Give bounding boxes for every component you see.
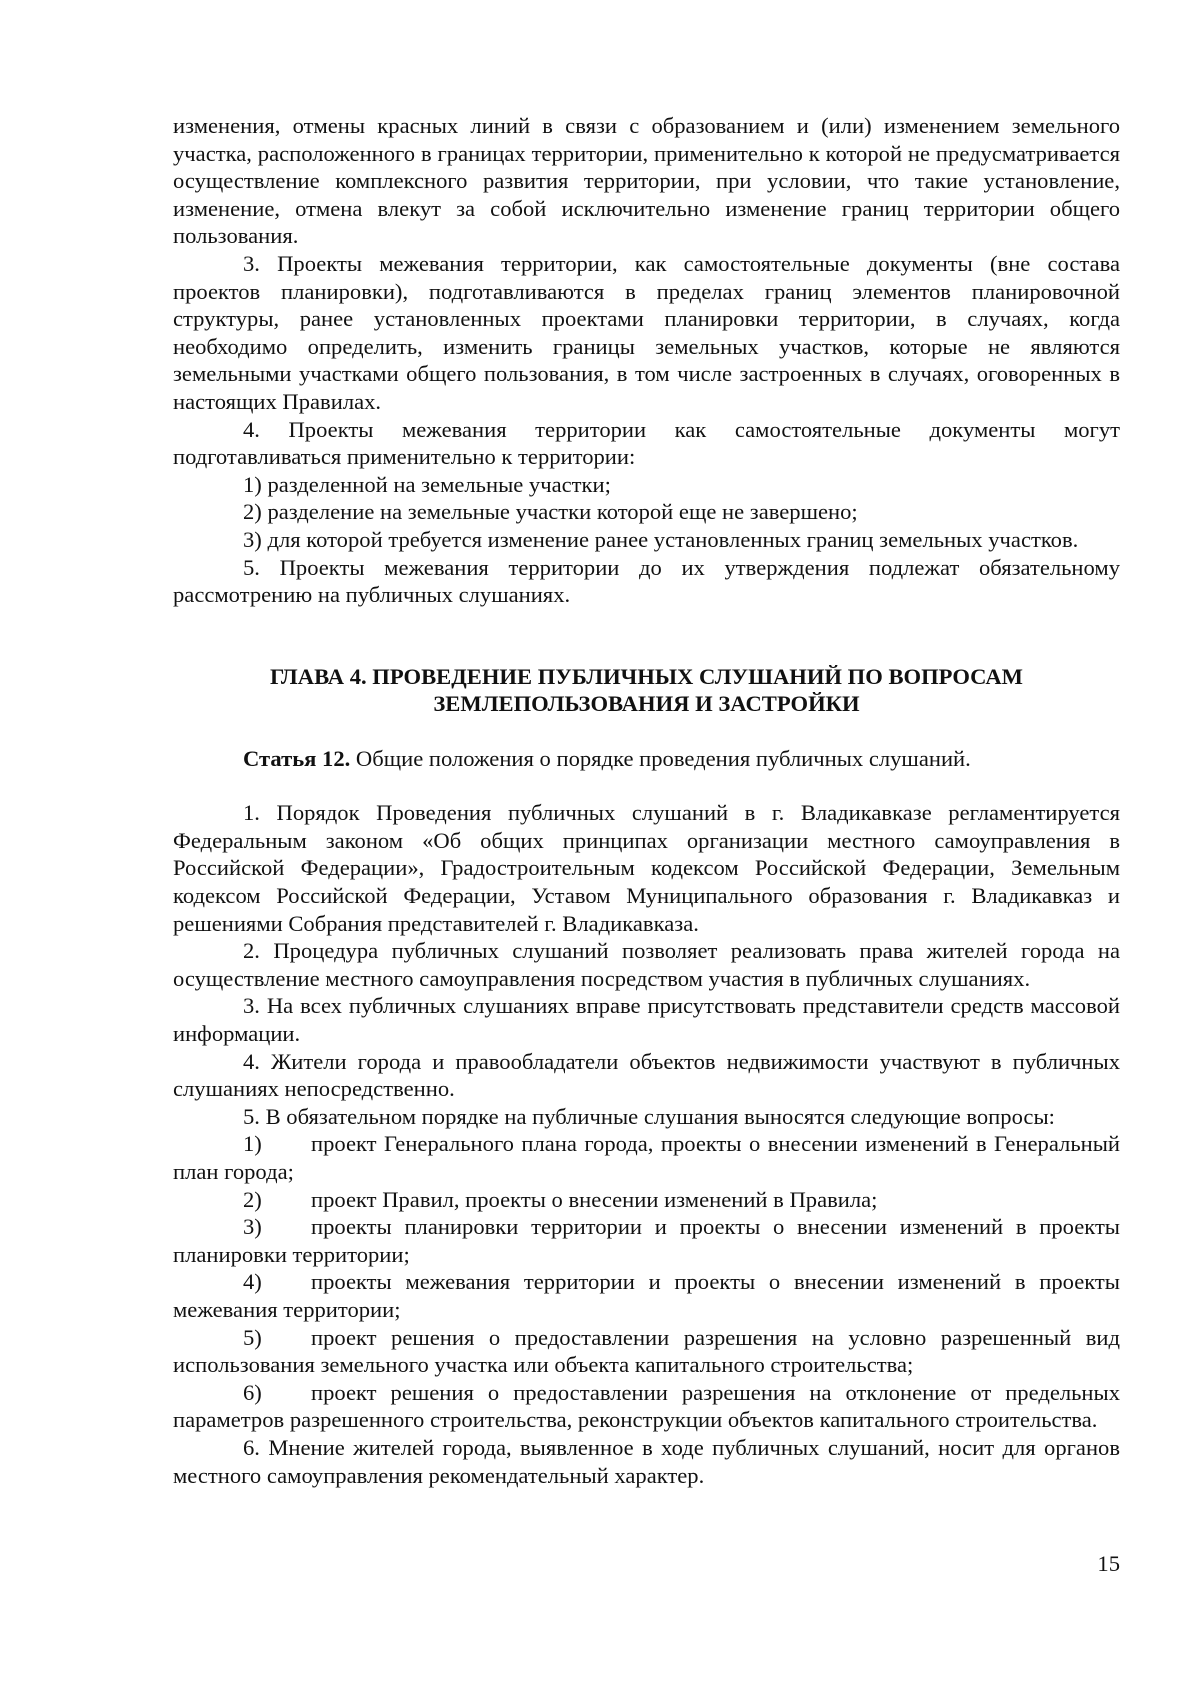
chapter-title-line-2: ЗЕМЛЕПОЛЬЗОВАНИЯ И ЗАСТРОЙКИ [433, 690, 860, 716]
list-item-number: 3) [243, 1214, 262, 1240]
document-page [173, 112, 1120, 1489]
list-item-text: проект Правил, проекты о внесении изменений в Правила; [311, 1186, 878, 1212]
list-item [173, 1186, 1120, 1214]
article-paragraph-6: 6. Мнение жителей города, выявленное в ходе публичных слушаний, носит для органов местного самоуправления рекомендательный характер. [173, 1434, 1120, 1488]
list-item-text: проект Генерального плана города, проекты о внесении изменений в Генеральный план города; [173, 1131, 1120, 1184]
article-paragraph-2: 2. Процедура публичных слушаний позволяет реализовать права жителей города на осуществление местного самоуправления посредством участия в публичных слушаниях. [173, 938, 1120, 991]
list-item [173, 1268, 1120, 1323]
list-item [173, 1379, 1120, 1434]
list-item [173, 1324, 1120, 1379]
paragraph-continuation: изменения, отмены красных линий в связи с образованием и (или) изменением земельного участка, расположенного в границах территории, применительно к которой не предусматривается осуществление комплексного развития территории, при условии, что такие установление, изменение, отмена влекут за собой исключительно изменение границ территории общего пользования. [173, 113, 1120, 249]
subitem-1: 1) разделенной на земельные участки; [243, 471, 611, 497]
article-label: Статья 12. [243, 745, 351, 771]
article-heading [173, 745, 1120, 773]
spacer [173, 772, 1120, 799]
list-item-number: 1) [243, 1131, 262, 1157]
list-item [173, 1130, 1120, 1185]
list-item-text: проекты межевания территории и проекты о внесении изменений в проекты межевания территории; [173, 1269, 1120, 1322]
paragraph-item-4: 4. Проекты межевания территории как самостоятельные документы могут подготавливаться применительно к территории: [173, 416, 1120, 470]
list-item-number: 4) [243, 1269, 262, 1295]
article-paragraph-4: 4. Жители города и правообладатели объектов недвижимости участвуют в публичных слушаниях непосредственно. [173, 1048, 1120, 1102]
page-number: 15 [1097, 1551, 1120, 1576]
subitem-2: 2) разделение на земельные участки которой еще не завершено; [243, 499, 858, 525]
list-item-number: 5) [243, 1324, 262, 1350]
paragraph-item-3: 3. Проекты межевания территории, как самостоятельные документы (вне состава проектов планировки), подготавливаются в пределах границ элементов планировочной структуры, ранее установленных проектами планировки территории, в случаях, когда необходимо определить, изменить границы земельных участков, которые не являются земельными участками общего пользования, в том числе застроенных в случаях, оговоренных в настоящих Правилах. [173, 250, 1120, 414]
list-item-number: 2) [243, 1186, 262, 1212]
article-paragraph-5: 5. В обязательном порядке на публичные слушания выносятся следующие вопросы: [243, 1103, 1055, 1129]
spacer [173, 609, 1120, 663]
list-item [173, 1213, 1120, 1268]
list-item-number: 6) [243, 1379, 262, 1405]
article-paragraph-3: 3. На всех публичных слушаниях вправе присутствовать представители средств массовой информации. [173, 993, 1120, 1047]
list-item-text: проект решения о предоставлении разрешения на отклонение от предельных параметров разрешенного строительства, реконструкции объектов капитального строительства. [173, 1379, 1120, 1433]
list-item-text: проект решения о предоставлении разрешения на условно разрешенный вид использования земельного участка или объекта капитального строительства; [173, 1324, 1120, 1378]
article-paragraph-1: 1. Порядок Проведения публичных слушаний в г. Владикавказе регламентируется Федеральным законом «Об общих принципах организации местного самоуправления в Российской Федерации», Градостроительным кодексом Российской Федерации, Земельным кодексом Российской Федерации, Уставом Муниципального образования г. Владикавказ и решениями Собрания представителей г. Владикавказа. [173, 800, 1120, 936]
article-title: Общие положения о порядке проведения публичных слушаний. [350, 745, 971, 771]
list-item-text: проекты планировки территории и проекты о внесении изменений в проекты планировки территории; [173, 1214, 1120, 1267]
chapter-title-line-1: ГЛАВА 4. ПРОВЕДЕНИЕ ПУБЛИЧНЫХ СЛУШАНИЙ ПО ВОПРОСАМ [269, 663, 1024, 689]
paragraph-item-5: 5. Проекты межевания территории до их утверждения подлежат обязательному рассмотрению на публичных слушаниях. [173, 554, 1120, 608]
subitem-3: 3) для которой требуется изменение ранее установленных границ земельных участков. [243, 526, 1079, 552]
spacer [173, 717, 1120, 745]
